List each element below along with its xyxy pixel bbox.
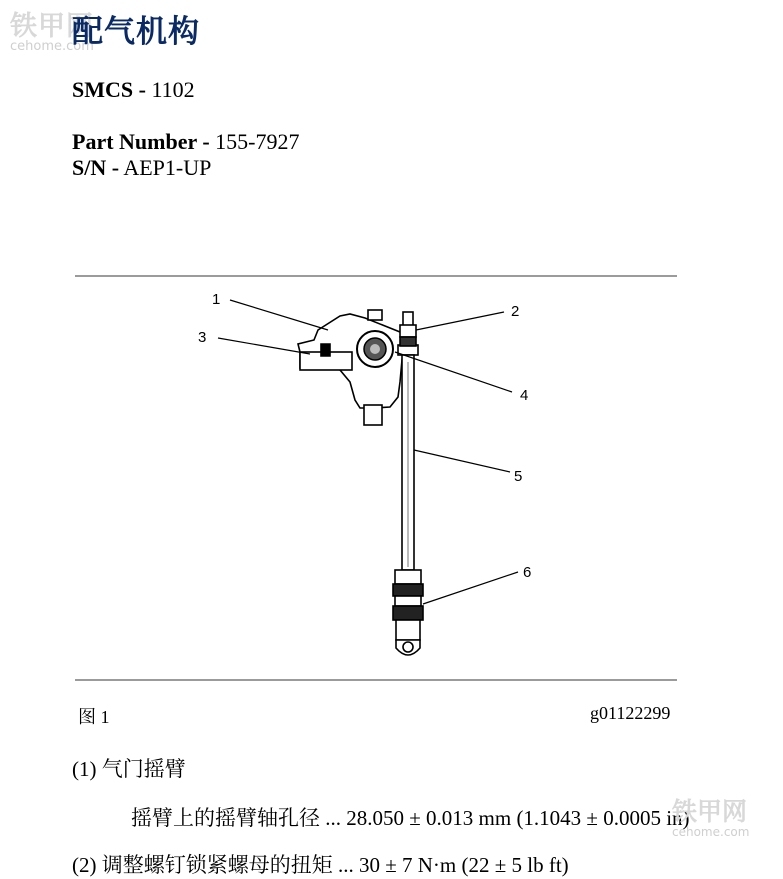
item-1-label: (1) 气门摇臂 — [72, 757, 186, 781]
part-number-label: Part Number - — [72, 129, 210, 154]
callout-5: 5 — [514, 468, 523, 485]
item-2-label: (2) 调整螺钉锁紧螺母的扭矩 ... 30 ± 7 N·m (22 ± 5 lb ft) — [72, 853, 569, 877]
callout-4: 4 — [520, 387, 529, 404]
figure-caption: 图 1 — [78, 707, 110, 727]
sn-label: S/N - — [72, 155, 120, 180]
callout-6: 6 — [523, 564, 532, 581]
figure-top-rule — [75, 275, 677, 277]
watermark-domain: cehome.com — [10, 39, 94, 54]
part-number-value: 155-7927 — [215, 129, 300, 154]
valve-mechanism-diagram — [190, 282, 550, 667]
rocker-shaft-bore — [357, 331, 393, 367]
adjusting-screw — [398, 312, 418, 355]
callout-1: 1 — [212, 291, 221, 308]
watermark-bottom — [672, 792, 749, 839]
callout-2: 2 — [511, 303, 520, 320]
part-number-line — [72, 129, 300, 155]
watermark-brand: 铁甲网 — [10, 11, 94, 42]
shaft-bolt — [368, 310, 382, 320]
watermark-brand-bottom: 铁甲网 — [672, 797, 748, 826]
item-1-spec: 摇臂上的摇臂轴孔径 ... 28.050 ± 0.013 mm (1.1043 ± 0.0005 in) — [131, 806, 690, 830]
watermark-domain-bottom: cehome.com — [672, 825, 750, 839]
lifter — [393, 570, 423, 655]
smcs-line — [72, 77, 195, 103]
smcs-label: SMCS - — [72, 77, 146, 102]
page-title: 配气机构 — [72, 14, 200, 50]
figure-bottom-rule — [75, 679, 677, 681]
figure-id: g01122299 — [590, 703, 671, 723]
rocker-arm-stud — [364, 405, 382, 425]
callout-3: 3 — [198, 329, 207, 346]
rocker-arm-tip — [321, 344, 330, 356]
serial-number-line — [72, 155, 211, 181]
smcs-value: 1102 — [151, 77, 195, 102]
push-rod — [402, 355, 414, 570]
sn-value: AEP1-UP — [123, 155, 212, 180]
